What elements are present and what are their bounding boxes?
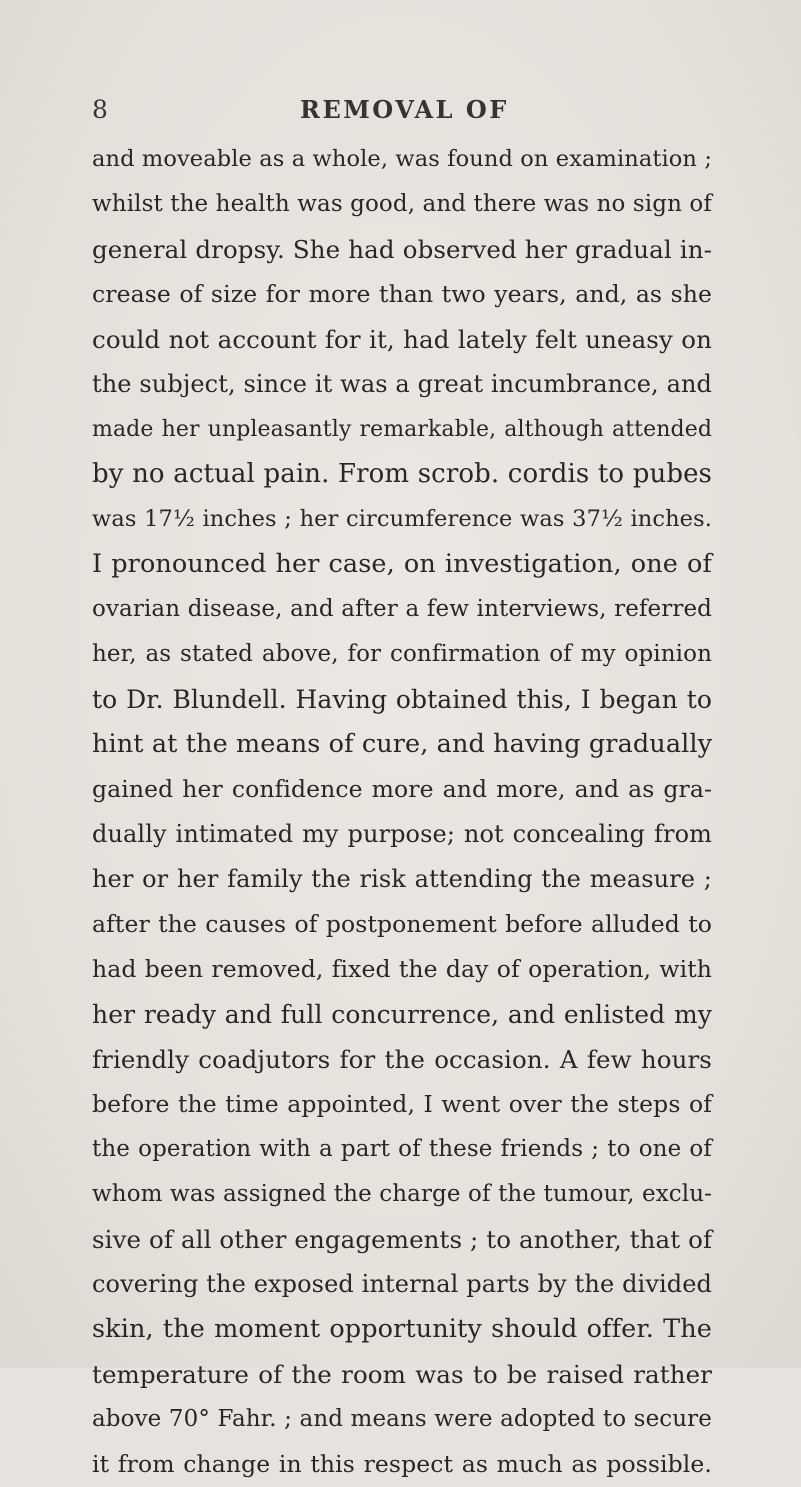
text-line: before the time appointed, I went over the steps of xyxy=(92,1090,712,1118)
text-line: the subject, since it was a great incumbrance, and xyxy=(92,370,712,398)
text-line: her, as stated above, for confirmation of my opinion xyxy=(92,641,712,667)
text-line: above 70° Fahr. ; and means were adopted to secure xyxy=(92,1406,712,1432)
text-line: sive of all other engagements ; to another, that of xyxy=(92,1225,713,1254)
text-line: the operation with a part of these friends ; to one of xyxy=(92,1136,712,1162)
text-line: whom was assigned the charge of the tumour, exclu- xyxy=(92,1181,712,1207)
text-line: it from change in this respect as much as possible. xyxy=(92,1450,712,1478)
text-line: her ready and full concurrence, and enlisted my xyxy=(92,1000,712,1029)
text-line: hint at the means of cure, and having gradually xyxy=(92,729,713,759)
text-line: her or her family the risk attending the measure ; xyxy=(92,865,712,893)
text-line: was 17½ inches ; her circumference was 37½ inches. xyxy=(92,506,712,532)
text-line: to Dr. Blundell. Having obtained this, I began to xyxy=(92,685,712,714)
text-line: friendly coadjutors for the occasion. A few hours xyxy=(92,1045,712,1074)
text-line: dually intimated my purpose; not concealing from xyxy=(92,820,712,848)
body-text xyxy=(92,137,712,1487)
page-number: 8 xyxy=(92,95,108,124)
running-head: REMOVAL OF xyxy=(300,95,509,124)
text-line: could not account for it, had lately felt uneasy on xyxy=(92,325,712,354)
text-line: general dropsy. She had observed her gradual in- xyxy=(92,235,712,264)
text-line: had been removed, fixed the day of operation, with xyxy=(92,955,712,983)
text-line: temperature of the room was to be raised rather xyxy=(92,1360,712,1389)
text-line: crease of size for more than two years, and, as she xyxy=(92,280,712,308)
page-header xyxy=(0,92,801,132)
text-line: covering the exposed internal parts by the divided xyxy=(92,1270,712,1298)
text-line: skin, the moment opportunity should offer. The xyxy=(92,1314,712,1344)
text-line: I pronounced her case, on investigation, one of xyxy=(92,549,712,579)
text-line: ovarian disease, and after a few interviews, referred xyxy=(92,596,712,622)
text-line: by no actual pain. From scrob. cordis to pubes xyxy=(92,459,712,489)
text-line: gained her confidence more and more, and as gra- xyxy=(92,775,712,803)
text-line: whilst the health was good, and there was no sign of xyxy=(92,191,712,217)
text-line: after the causes of postponement before alluded to xyxy=(92,910,712,938)
text-line: and moveable as a whole, was found on examination ; xyxy=(92,146,712,172)
text-line: made her unpleasantly remarkable, although attended xyxy=(92,417,712,442)
